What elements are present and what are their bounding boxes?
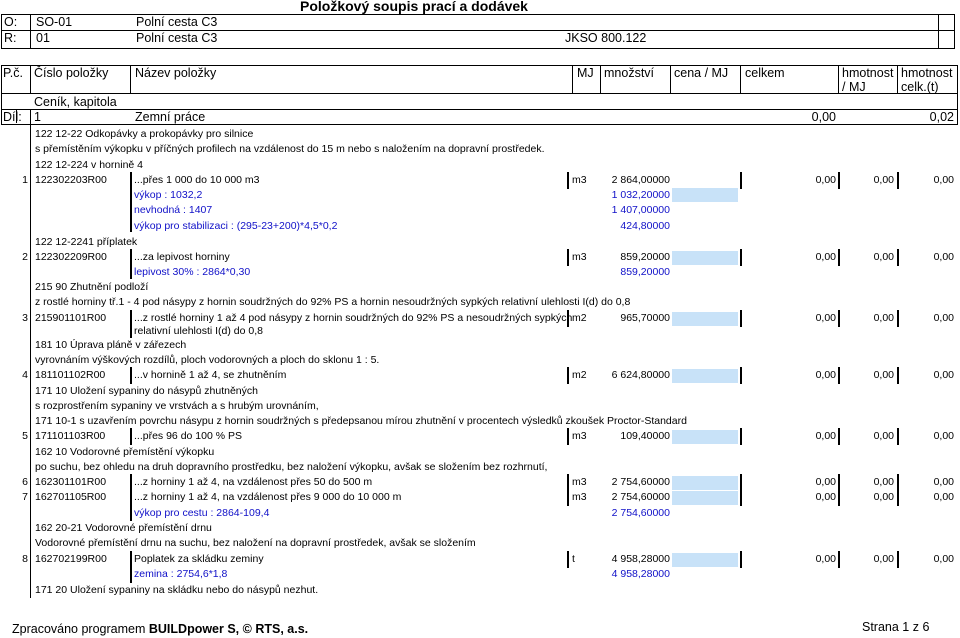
- section-desc: s rozprostřením sypaniny ve vrstvách a s hrubým urovnáním,: [35, 400, 319, 412]
- item-total: 0,00: [815, 553, 836, 565]
- measure-value: 2 754,60000: [611, 507, 670, 519]
- footer-program: BUILDpower S,: [148, 622, 240, 636]
- section-desc: po suchu, bez ohledu na druh dopravního prostředku, bez naložení výkopku, avšak se složením bez rozhrnutí,: [35, 461, 548, 473]
- item-number: 181101102R00: [35, 369, 106, 381]
- col-pc: P.č.: [3, 66, 23, 80]
- item-name-cont: relativní ulehlosti I(d) do 0,8: [134, 325, 263, 337]
- item-weight-total: 0,00: [933, 174, 954, 186]
- item-mj: m3: [572, 251, 587, 263]
- item-pc: 8: [22, 553, 28, 565]
- section-heading: 171 10 Uložení sypaniny do násypů zhutněných: [35, 385, 258, 397]
- item-name: ...z horniny 1 až 4, na vzdálenost přes 50 do 500 m: [134, 476, 373, 488]
- item-weight-mj: 0,00: [873, 174, 894, 186]
- object-label: O:: [4, 15, 18, 29]
- object-name: Polní cesta C3: [136, 15, 218, 29]
- section-desc: vyrovnáním výškových rozdílů, ploch vodorovných a ploch do sklonu 1 : 5.: [35, 354, 380, 366]
- item-number: 215901101R00: [35, 312, 107, 324]
- item-mj: m3: [572, 174, 587, 186]
- item-qty: 4 958,28000: [611, 553, 670, 565]
- item-pc: 3: [22, 312, 28, 324]
- budget-code: 01: [36, 31, 50, 45]
- item-qty: 2 754,60000: [611, 491, 670, 503]
- section-desc: Vodorovné přemístění drnu na suchu, bez naložení na dopravní prostředek, avšak se složením: [35, 537, 476, 549]
- jkso: JKSO 800.122: [565, 31, 647, 45]
- item-total: 0,00: [815, 430, 836, 442]
- item-number: 162701105R00: [35, 491, 107, 503]
- dil-total: 0,00: [811, 110, 836, 124]
- col-weight-mj: hmotnost: [842, 66, 894, 80]
- dil-num: 1: [34, 110, 41, 124]
- item-name: ...přes 96 do 100 % PS: [134, 430, 242, 442]
- item-number: 162702199R00: [35, 553, 107, 565]
- section-heading: 122 12-22 Odkopávky a prokopávky pro silnice: [35, 128, 254, 140]
- dil-weight: 0,02: [929, 110, 954, 124]
- measure-value: 1 407,00000: [611, 204, 670, 216]
- item-number: 171101103R00: [35, 430, 106, 442]
- item-qty: 6 624,80000: [611, 369, 670, 381]
- item-total: 0,00: [815, 476, 836, 488]
- item-mj: m3: [572, 491, 587, 503]
- item-name: ...z horniny 1 až 4, na vzdálenost přes 9 000 do 10 000 m: [134, 491, 402, 503]
- measure-value: 1 032,20000: [611, 189, 670, 201]
- footer-credit: [12, 622, 308, 636]
- item-mj: m3: [572, 430, 587, 442]
- item-number: 162301101R00: [35, 476, 107, 488]
- item-total: 0,00: [815, 312, 836, 324]
- budget-name: Polní cesta C3: [136, 31, 218, 45]
- item-weight-total: 0,00: [933, 553, 954, 565]
- item-weight-mj: 0,00: [873, 430, 894, 442]
- item-number: 122302203R00: [35, 174, 107, 186]
- item-weight-total: 0,00: [933, 369, 954, 381]
- col-name: Název položky: [135, 66, 217, 80]
- measure-text: nevhodná : 1407: [134, 204, 213, 216]
- col-weight-mj-2: / MJ: [842, 80, 866, 94]
- measure-value: 4 958,28000: [611, 568, 670, 580]
- section-sub: 122 12-2241 příplatek: [35, 236, 138, 248]
- budget-label: R:: [4, 31, 17, 45]
- section-desc: s přemístěním výkopku v příčných profilech na vzdálenost do 15 m nebo s naložením na dopravní prostředek.: [35, 143, 545, 155]
- section-desc: 171 10-1 s uzavřením povrchu násypu z hornin soudržných s předepsanou mírou zhutnění v procentech výsledků zkoušek Proctor-Standard: [35, 415, 687, 427]
- col-weight-total: hmotnost: [901, 66, 953, 80]
- item-weight-mj: 0,00: [873, 312, 894, 324]
- item-pc: 4: [22, 369, 28, 381]
- item-name: ...z rostlé horniny 1 až 4 pod násypy z hornin soudržných do 92% PS a nesoudržných sypkých: [134, 312, 573, 324]
- page-title: Položkový soupis prací a dodávek: [300, 0, 528, 14]
- item-weight-total: 0,00: [933, 312, 954, 324]
- item-weight-total: 0,00: [933, 491, 954, 503]
- section-heading: 162 10 Vodorovné přemístění výkopku: [35, 446, 215, 458]
- item-pc: 1: [22, 174, 28, 186]
- item-mj: t: [572, 553, 575, 565]
- item-mj: m2: [572, 312, 587, 324]
- section-sub: 122 12-224 v hornině 4: [35, 159, 143, 171]
- item-weight-total: 0,00: [933, 251, 954, 263]
- item-name: ...za lepivost horniny: [134, 251, 230, 263]
- section-heading: 181 10 Úprava pláně v zářezech: [35, 339, 187, 351]
- section-heading: 162 20-21 Vodorovné přemístění drnu: [35, 522, 212, 534]
- item-weight-total: 0,00: [933, 430, 954, 442]
- col-mj: MJ: [577, 66, 594, 80]
- item-qty: 2 864,00000: [611, 174, 670, 186]
- section-heading: 171 20 Uložení sypaniny na skládku nebo do násypů nezhut.: [35, 584, 319, 596]
- item-weight-mj: 0,00: [873, 251, 894, 263]
- item-weight-mj: 0,00: [873, 553, 894, 565]
- item-qty: 109,40000: [620, 430, 670, 442]
- measure-text: lepivost 30% : 2864*0,30: [134, 266, 251, 278]
- item-qty: 859,20000: [620, 251, 670, 263]
- item-weight-total: 0,00: [933, 476, 954, 488]
- col-weight-total-2: celk.(t): [901, 80, 939, 94]
- item-pc: 2: [22, 251, 28, 263]
- item-pc: 6: [22, 476, 28, 488]
- section-desc: z rostlé horniny tř.1 - 4 pod násypy z hornin soudržných do 92% PS a hornin nesoudržných sypkých relativní ulehlosti I(d) do 0,8: [35, 296, 631, 308]
- col-number: Číslo položky: [34, 66, 109, 80]
- col-qty: množství: [604, 66, 655, 80]
- item-total: 0,00: [815, 251, 836, 263]
- measure-value: 424,80000: [620, 220, 670, 232]
- footer-prefix: Zpracováno programem: [12, 622, 149, 636]
- measure-text: výkop pro cestu : 2864-109,4: [134, 507, 270, 519]
- footer-company: © RTS, a.s.: [239, 622, 309, 636]
- measure-text: zemina : 2754,6*1,8: [134, 568, 228, 580]
- item-name: ...v hornině 1 až 4, se zhutněním: [134, 369, 287, 381]
- item-total: 0,00: [815, 491, 836, 503]
- dil-name: Zemní práce: [135, 110, 206, 124]
- measure-text: výkop : 1032,2: [134, 189, 203, 201]
- item-weight-mj: 0,00: [873, 476, 894, 488]
- item-number: 122302209R00: [35, 251, 107, 263]
- col-price: cena / MJ: [674, 66, 729, 80]
- item-qty: 965,70000: [620, 312, 670, 324]
- item-mj: m2: [572, 369, 587, 381]
- measure-value: 859,20000: [620, 266, 670, 278]
- item-qty: 2 754,60000: [611, 476, 670, 488]
- item-pc: 7: [22, 491, 28, 503]
- dil-label: Díl:: [3, 110, 22, 124]
- item-name: ...přes 1 000 do 10 000 m3: [134, 174, 260, 186]
- item-pc: 5: [22, 430, 28, 442]
- item-total: 0,00: [815, 369, 836, 381]
- col-cenik: Ceník, kapitola: [34, 95, 117, 109]
- item-weight-mj: 0,00: [873, 491, 894, 503]
- object-code: SO-01: [36, 15, 73, 29]
- item-total: 0,00: [815, 174, 836, 186]
- measure-text: výkop pro stabilizaci : (295-23+200)*4,5*0,2: [134, 220, 338, 232]
- col-total: celkem: [745, 66, 785, 80]
- page-number: Strana 1 z 6: [862, 620, 930, 634]
- item-mj: m3: [572, 476, 587, 488]
- item-name: Poplatek za skládku zeminy: [134, 553, 264, 565]
- item-weight-mj: 0,00: [873, 369, 894, 381]
- section-heading: 215 90 Zhutnění podloží: [35, 281, 149, 293]
